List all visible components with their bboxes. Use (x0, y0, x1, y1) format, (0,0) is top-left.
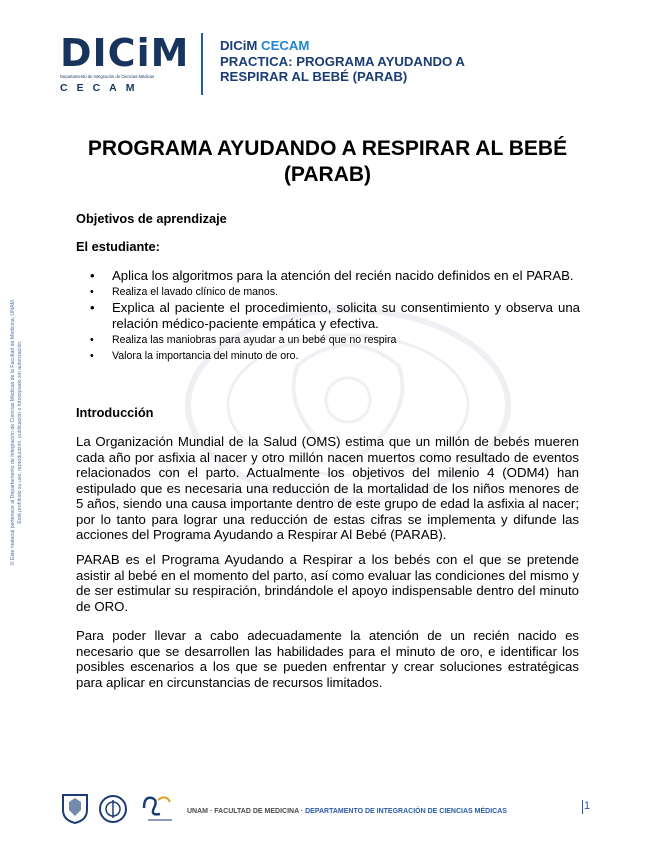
header-practice-line-2: RESPIRAR AL BEBÉ (PARAB) (220, 69, 408, 84)
objectives-list (76, 268, 580, 364)
header-title-block (220, 38, 550, 85)
dicim-logo (60, 31, 190, 94)
page-number: 1 (584, 800, 591, 812)
intro-paragraph-3: Para poder llevar a cabo adecuadamente la atención de un recién nacido es necesario que se desarrollen las habilidades para el minuto de oro, e identificar los posibles escenarios a los que se pueden enfrentar y crear soluciones estratégicas para aplicar en circunstancias de recursos limitados. (76, 628, 579, 690)
logo-subtitle: Departamento de Integración de Ciencias Médicas (60, 74, 155, 79)
header-org-line (220, 38, 550, 54)
medicine-faculty-seal-icon (98, 792, 128, 824)
footer-department: DEPARTAMENTO DE INTEGRACIÓN DE CIENCIAS MÉDICAS (305, 808, 507, 815)
intro-heading: Introducción (76, 405, 154, 420)
intro-paragraph-1: La Organización Mundial de la Salud (OMS) estima que un millón de bebés mueren cada año por asfixia al nacer y otro millón nacen muertos como resultado de eventos relacionados con el parto. Actualmente los objetivos del milenio 4 (ODM4) han estipulado que es necesaria una reducción de la mortalidad de los niños menores de 5 años, siendo una causa importante dentro de este grupo de edad la asfixia al nacer; por lo tanto para lograr una reducción de estas cifras se implementa y difunde las acciones del Programa Ayudando a Respirar Al Bebé (PARAB). (76, 434, 579, 542)
header-org-suffix: CECAM (261, 38, 310, 53)
page-number-divider (582, 800, 583, 814)
copyright-side-note (10, 212, 24, 652)
list-item: • Explica al paciente el procedimiento, solicita su consentimiento y observa una relación médico-paciente empática y efectiva. (90, 300, 580, 331)
list-item: • Realiza las maniobras para ayudar a un bebé que no respira (90, 334, 397, 346)
university-campaign-logo-icon (140, 792, 176, 824)
list-item: • Realiza el lavado clínico de manos. (90, 286, 279, 298)
list-item: • Valora la importancia del minuto de oro. (90, 350, 299, 362)
footer-institution: UNAM · FACULTAD DE MEDICINA · (187, 808, 306, 815)
copyright-line-2: Está prohibido su uso, reproducción, publicación o fotocopiado sin autorización. (17, 340, 23, 524)
student-heading: El estudiante: (76, 239, 160, 254)
logo-wordmark: DICiM (60, 31, 190, 75)
header-divider (201, 33, 203, 95)
header-practice-line-1: PRACTICA: PROGRAMA AYUDANDO A (220, 53, 465, 69)
intro-paragraph-2: PARAB es el Programa Ayudando a Respirar a los bebés con el que se pretende asistir al bebé en el momento del parto, así como evaluar las condiciones del mismo y de ser estimular su respiración, brindándole el apoyo indispensable dentro del minuto de ORO. (76, 552, 579, 614)
list-item: • Aplica los algoritmos para la atención del recién nacido definidos en el PARAB. (90, 268, 574, 283)
logo-cecam: CECAM (60, 82, 144, 94)
footer-text (187, 808, 507, 815)
objectives-heading: Objetivos de aprendizaje (76, 211, 227, 226)
unam-seal-icon (60, 792, 90, 824)
copyright-line-1: © Este material pertenece al Departamento de Integración de Ciencias Médicas de la Facultad de Medicina, UNAM. (10, 298, 16, 566)
document-title: PROGRAMA AYUDANDO A RESPIRAR AL BEBÉ (PARAB) (87, 137, 568, 186)
header-org-prefix: DICiM (220, 38, 258, 53)
